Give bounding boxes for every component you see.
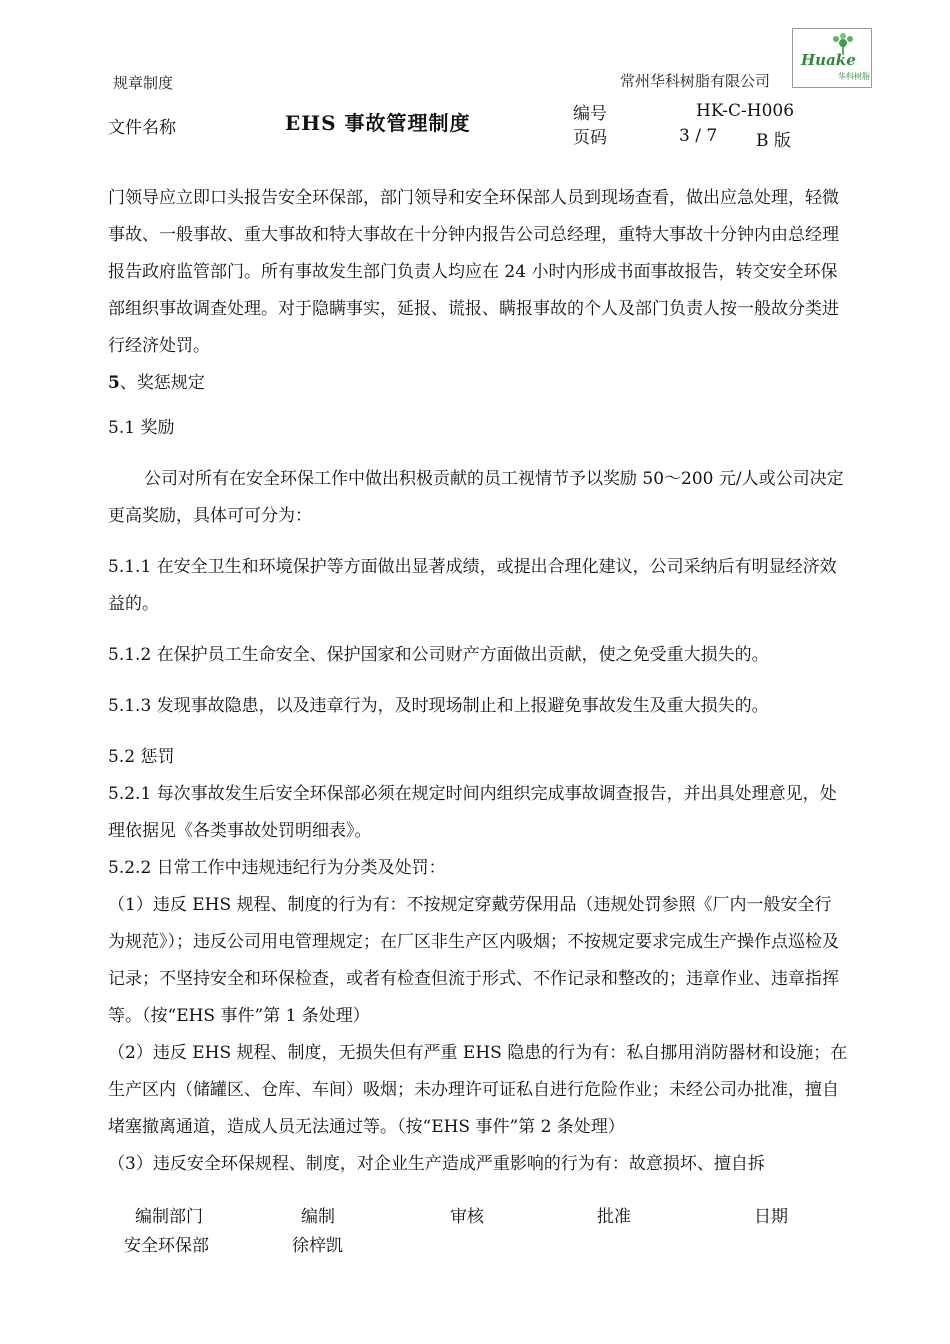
logo-text: Huake <box>801 51 856 69</box>
version-value: B 版 <box>756 131 791 151</box>
intro-paragraph: 门领导应立即口头报告安全环保部，部门领导和安全环保部人员到现场查看，做出应急处理，轻微事故、一般事故、重大事故和特大事故在十分钟内报告公司总经理，重特大事故十分钟内由总经理报告政府监管部门。所有事故发生部门负责人均应在 24 小时内形成书面事故报告，转交安全环保部组织事故调查处理。对于隐瞒事实，延报、谎报、瞒报事故的个人及部门负责人按一般故分类进行经济处罚。 <box>108 188 839 356</box>
footer-author-value: 徐梓凯 <box>292 1236 343 1256</box>
number-value: HK-C-H006 <box>696 101 795 121</box>
item-5-1-3: 5.1.3 发现事故隐患，以及违章行为，及时现场制止和上报避免事故发生及重大损失的。 <box>108 696 769 716</box>
footer-author-label: 编制 <box>301 1207 335 1227</box>
case-2: （2）违反 EHS 规程、制度，无损失但有严重 EHS 隐患的行为有：私自挪用消防器材和设施；在生产区内（储罐区、仓库、车间）吸烟；未办理许可证私自进行危险作业；未经公司办批准，擅自堵塞撤离通道，造成人员无法通过等。（按“EHS 事件”第 2 条处理） <box>108 1043 848 1137</box>
item-5-1-1: 5.1.1 在安全卫生和环境保护等方面做出显著成绩，或提出合理化建议，公司采纳后有明显经济效益的。 <box>108 557 837 614</box>
document-title: EHS 事故管理制度 <box>285 111 471 135</box>
item-5-2-1: 5.2.1 每次事故发生后安全环保部必须在规定时间内组织完成事故调查报告，并出具处理意见，处理依据见《各类事故处罚明细表》。 <box>108 784 837 841</box>
case-1: （1）违反 EHS 规程、制度的行为有：不按规定穿戴劳保用品（违规处罚参照《厂内一般安全行为规范》）；违反公司用电管理规定；在厂区非生产区内吸烟；不按规定要求完成生产操作点巡检及记录；不坚持安全和环保检查，或者有检查但流于形式、不作记录和整改的；违章作业、违章指挥等。（按“EHS 事件”第 1 条处理） <box>108 895 839 1026</box>
item-5-1-2: 5.1.2 在保护员工生命安全、保护国家和公司财产方面做出贡献，使之免受重大损失的。 <box>108 645 769 665</box>
company-name: 常州华科树脂有限公司 <box>620 72 771 90</box>
section-5-title: 、奖惩规定 <box>119 373 205 393</box>
footer-review-label: 审核 <box>450 1207 484 1227</box>
logo-subtext: 华科树脂 <box>838 72 870 81</box>
footer-dept-value: 安全环保部 <box>124 1236 209 1256</box>
category-label: 规章制度 <box>113 74 174 92</box>
page-label: 页码 <box>573 128 607 148</box>
footer-date-label: 日期 <box>754 1207 788 1227</box>
case-3: （3）违反安全环保规程、制度，对企业生产造成严重影响的行为有：故意损坏、擅自拆 <box>108 1154 765 1174</box>
item-5-2-2: 5.2.2 日常工作中违规违纪行为分类及处罚： <box>108 858 446 878</box>
section-5-2-heading: 5.2 惩罚 <box>108 747 175 767</box>
number-label: 编号 <box>573 104 607 124</box>
company-logo <box>792 28 872 88</box>
footer-approve-label: 批准 <box>597 1207 631 1227</box>
page-value: 3 / 7 <box>679 126 718 146</box>
document-body <box>108 180 848 1183</box>
file-name-label: 文件名称 <box>108 118 176 138</box>
section-5-1-heading: 5.1 奖励 <box>108 418 175 438</box>
footer-dept-label: 编制部门 <box>135 1207 203 1227</box>
section-5-heading <box>108 365 848 402</box>
section-5-number: 5 <box>108 373 120 393</box>
reward-paragraph: 公司对所有在安全环保工作中做出积极贡献的员工视情节予以奖励 50～200 元/人或公司决定更高奖励，具体可可分为： <box>108 469 844 526</box>
